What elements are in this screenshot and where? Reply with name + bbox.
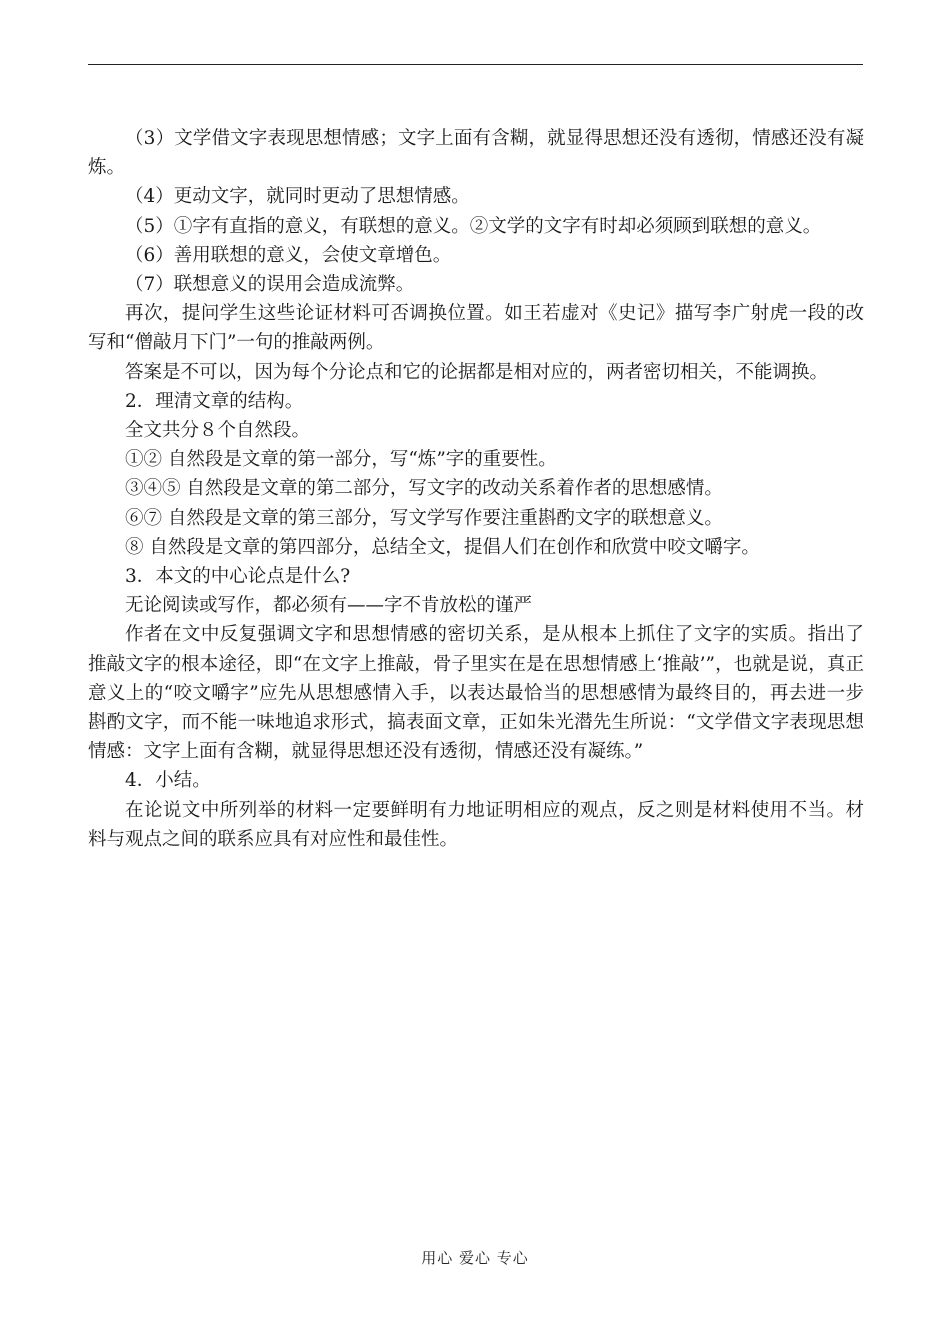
paragraph: ③④⑤ 自然段是文章的第二部分，写文字的改动关系着作者的思想感情。 bbox=[125, 478, 723, 500]
paragraph: 作者在文中反复强调文字和思想情感的密切关系，是从根本上抓住了文字的实质。指出了推敲文字的根本途径，即“在文字上推敲，骨子里实在是在思想情感上‘推敲’”，也就是说，真正意义上的“咬文嚼字”应先从思想感情入手，以表达最恰当的思想感情为最终目的，再去进一步斟酌文字，而不能一味地追求形式，搞表面文章，正如朱光潜先生所说：“文学借文字表现思想情感：文字上面有含糊，就显得思想还没有透彻，情感还没有凝练。” bbox=[88, 624, 864, 763]
paragraph: （6）善用联想的意义，会使文章增色。 bbox=[125, 244, 452, 266]
paragraph: （3）文学借文字表现思想情感；文字上面有含糊，就显得思想还没有透彻，情感还没有凝炼。 bbox=[88, 128, 864, 179]
section-heading: 3．本文的中心论点是什么? bbox=[125, 566, 351, 588]
paragraph: （5）①字有直指的意义，有联想的意义。②文学的文字有时却必须顾到联想的意义。 bbox=[125, 215, 822, 237]
paragraph: 答案是不可以，因为每个分论点和它的论据都是相对应的，两者密切相关，不能调换。 bbox=[125, 361, 829, 383]
paragraph: 再次，提问学生这些论证材料可否调换位置。如王若虚对《史记》描写李广射虎一段的改写和“僧敲月下门”一句的推敲两例。 bbox=[88, 303, 864, 354]
section-heading: 2．理清文章的结构。 bbox=[125, 390, 304, 412]
header-rule bbox=[88, 64, 863, 65]
paragraph: ⑥⑦ 自然段是文章的第三部分，写文学写作要注重斟酌文字的联想意义。 bbox=[125, 507, 723, 529]
paragraph: 全文共分８个自然段。 bbox=[125, 420, 311, 442]
section-heading: 4．小结。 bbox=[125, 770, 211, 792]
paragraph: ⑧ 自然段是文章的第四部分，总结全文，提倡人们在创作和欣赏中咬文嚼字。 bbox=[125, 536, 760, 558]
paragraph: （7）联想意义的误用会造成流弊。 bbox=[125, 274, 415, 296]
paragraph: （4）更动文字，就同时更动了思想情感。 bbox=[125, 186, 470, 208]
paragraph: 无论阅读或写作，都必须有——字不肯放松的谨严 bbox=[125, 595, 533, 617]
page-footer: 用心 爱心 专心 bbox=[421, 1249, 529, 1267]
document-body bbox=[88, 124, 864, 854]
paragraph: 在论说文中所列举的材料一定要鲜明有力地证明相应的观点，反之则是材料使用不当。材料与观点之间的联系应具有对应性和最佳性。 bbox=[88, 799, 864, 850]
paragraph: ①② 自然段是文章的第一部分，写“炼”字的重要性。 bbox=[125, 449, 557, 471]
